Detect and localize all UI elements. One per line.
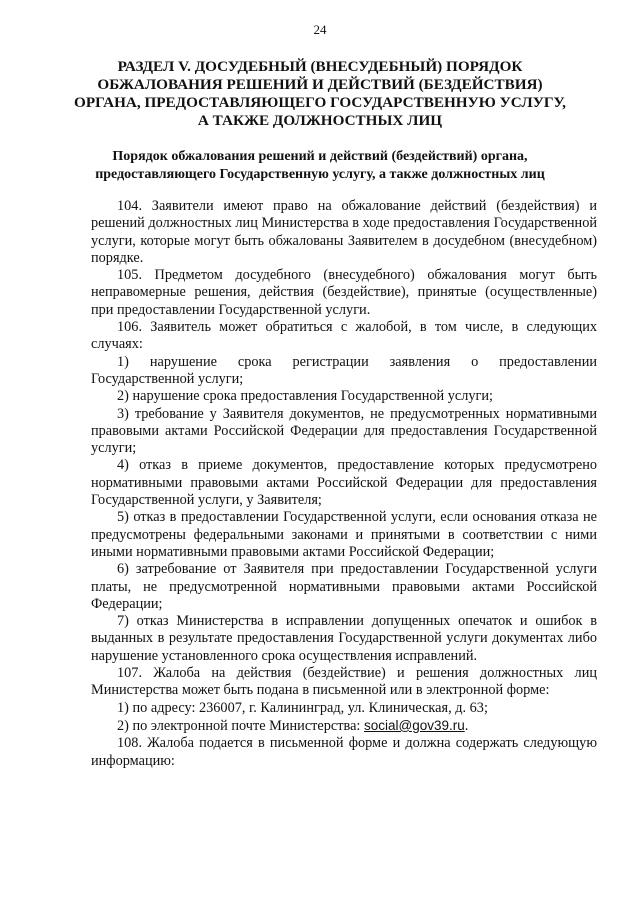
email-item-suffix: . xyxy=(464,717,469,734)
list-item-4: 4) отказ в приеме документов, предоставление которых предусмотрено нормативными правовыми актами Российской Федерации для предоставления Государственной услуги, у Заявителя; xyxy=(91,457,597,509)
document-body xyxy=(91,198,597,770)
paragraph-105: 105. Предметом досудебного (внесудебного) обжалования могут быть неправомерные решения, действия (бездействие), принятые (осуществленные) при предоставлении Государственной услуги. xyxy=(91,267,597,318)
list-item-3: 3) требование у Заявителя документов, не предусмотренных нормативными правовыми актами Российской Федерации для предоставления Государственной услуги; xyxy=(91,405,597,457)
subsection-title xyxy=(70,148,570,184)
list-item-2: 2) нарушение срока предоставления Государственной услуги; xyxy=(117,388,494,405)
subsection-title-line: Порядок обжалования решений и действий (бездействий) органа, xyxy=(112,149,528,164)
email-item-prefix: 2) по электронной почте Министерства: xyxy=(117,717,364,734)
address-item: 1) по адресу: 236007, г. Калининград, ул. Клиническая, д. 63; xyxy=(117,699,488,716)
paragraph-104: 104. Заявители имеют право на обжалование действий (бездействия) и решений должностных лиц Министерства в ходе предоставления Государственной услуги, которые могут быть обжалованы Заявителем в досудебном (внесудебном) порядке. xyxy=(91,198,597,266)
list-item-7: 7) отказ Министерства в исправлении допущенных опечаток и ошибок в выданных в результате предоставления Государственной услуги документах либо нарушение установленного срока осуществления исправлений. xyxy=(91,613,597,664)
email-link[interactable]: social@gov39.ru xyxy=(363,717,465,733)
list-item-1: 1) нарушение срока регистрации заявления о предоставлении Государственной услуги; xyxy=(91,353,597,387)
list-item-5: 5) отказ в предоставлении Государственной услуги, если основания отказа не предусмотрены федеральными законами и принятыми в соответствии с ними иными нормативными правовыми актами Российской Федерации; xyxy=(91,509,597,560)
section-title-line: А ТАКЖЕ ДОЛЖНОСТНЫХ ЛИЦ xyxy=(197,112,443,129)
paragraph-106: 106. Заявитель может обратиться с жалобой, в том числе, в следующих случаях: xyxy=(91,319,597,353)
list-item-6: 6) затребование от Заявителя при предоставлении Государственной услуги платы, не предусмотренной нормативными правовыми актами Российской Федерации; xyxy=(91,561,597,612)
section-title-line: РАЗДЕЛ V. ДОСУДЕБНЫЙ (ВНЕСУДЕБНЫЙ) ПОРЯДОК xyxy=(117,58,523,75)
paragraph-108: 108. Жалоба подается в письменной форме и должна содержать следующую информацию: xyxy=(91,735,597,769)
section-title xyxy=(60,58,580,130)
subsection-title-line: предоставляющего Государственную услугу, а также должностных лиц xyxy=(95,167,545,182)
section-title-line: ОБЖАЛОВАНИЯ РЕШЕНИЙ И ДЕЙСТВИЙ (БЕЗДЕЙСТВИЯ) xyxy=(97,76,543,93)
page-number: 24 xyxy=(313,22,327,37)
paragraph-107: 107. Жалоба на действия (бездействие) и решения должностных лиц Министерства может быть подана в письменной или в электронной форме: xyxy=(91,665,597,699)
section-title-line: ОРГАНА, ПРЕДОСТАВЛЯЮЩЕГО ГОСУДАРСТВЕННУЮ УСЛУГУ, xyxy=(74,94,566,111)
email-item xyxy=(91,717,597,735)
